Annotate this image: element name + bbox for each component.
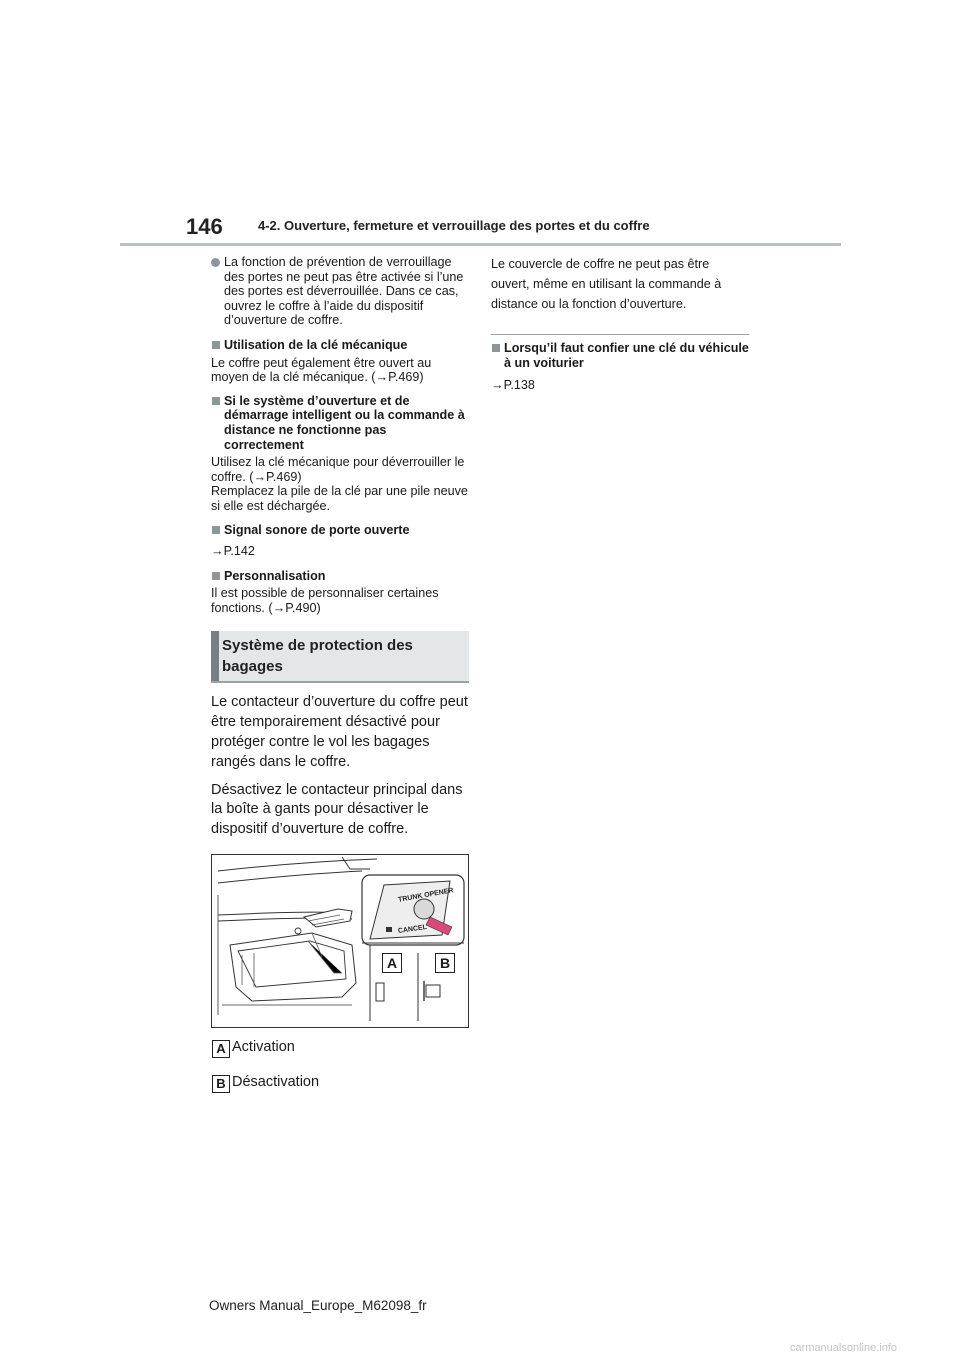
square-bullet-icon [212,397,220,405]
switch-label-top: TRUNK OPENER [397,887,455,904]
right-paragraph: Le couvercle de coffre ne peut pas être ouvert, même en utilisant la commande à distance ou la fonction d’ouverture. [491,257,722,311]
left-column [211,255,469,1097]
paragraph-mechanical-key: Le coffre peut également être ouvert au moyen de la clé mécanique. (→P.469) [211,355,432,385]
figure-key-a: A [382,953,402,973]
chapter-title: 4-2. Ouverture, fermeture et verrouillage des portes et du coffre [258,218,650,233]
paragraph-smart-system: Utilisez la clé mécanique pour déverrouiller le coffre. (→P.469) [211,455,465,484]
figure-key-b: B [435,953,455,973]
subheading-mechanical-key: Utilisation de la clé mécanique [211,338,469,353]
paragraph-customization: Il est possible de personnaliser certaines fonctions. (→P.490) [211,586,439,615]
glovebox-illustration [211,854,469,1028]
watermark: carmanualsonline.info [790,1342,898,1354]
section-title: Système de protection des bagages [222,637,413,676]
subheading-valet: Lorsqu’il faut confier une clé du véhicule à un voiturier [491,341,749,370]
legend-key-b: B [212,1075,230,1093]
square-bullet-icon [492,344,500,352]
section-body-2: Désactivez le contacteur principal dans la boîte à gants pour désactiver le dispositif d’ouverture de coffre. [211,781,463,838]
header-rule [120,243,841,246]
switch-label-bottom: CANCEL [397,924,428,936]
legend-text-b: Désactivation [232,1074,320,1091]
footer: Owners Manual_Europe_M62098_fr [209,1298,427,1313]
square-bullet-icon [212,341,220,349]
bullet-item [211,255,469,328]
bullet-text: La fonction de prévention de verrouillage des portes ne peut pas être activée si l’une des portes est déverrouillée. Dans ce cas, ouvrez le coffre à l’aide du dispositif d’ouverture de coffre. [224,255,464,328]
subheading-customization: Personnalisation [211,569,469,584]
section-header [211,631,469,683]
legend-item-a [211,1040,469,1062]
subheading-smart-system: Si le système d’ouverture et de démarrage intelligent ou la commande à distance ne fonctionne pas correctement [211,394,469,452]
square-bullet-icon [212,572,220,580]
page-number: 146 [186,214,223,239]
subheading-door-buzzer: Signal sonore de porte ouverte [211,523,469,538]
section-bar [211,631,219,681]
page-reference: →P.142 [211,544,255,559]
legend-key-a: A [212,1040,230,1058]
page-reference: →P.138 [491,377,535,392]
legend-text-a: Activation [232,1039,295,1056]
legend-item-b [211,1075,469,1097]
bullet-dot-icon [211,258,220,267]
section-body-1: Le contacteur d’ouverture du coffre peut être temporairement désactivé pour protéger contre le vol les bagages rangés dans le coffre. [211,694,468,770]
right-divider [491,334,749,335]
paragraph-battery: Remplacez la pile de la clé par une pile neuve si elle est déchargée. [211,484,468,513]
right-column [491,255,749,401]
glovebox-drawing [212,855,468,1027]
square-bullet-icon [212,526,220,534]
